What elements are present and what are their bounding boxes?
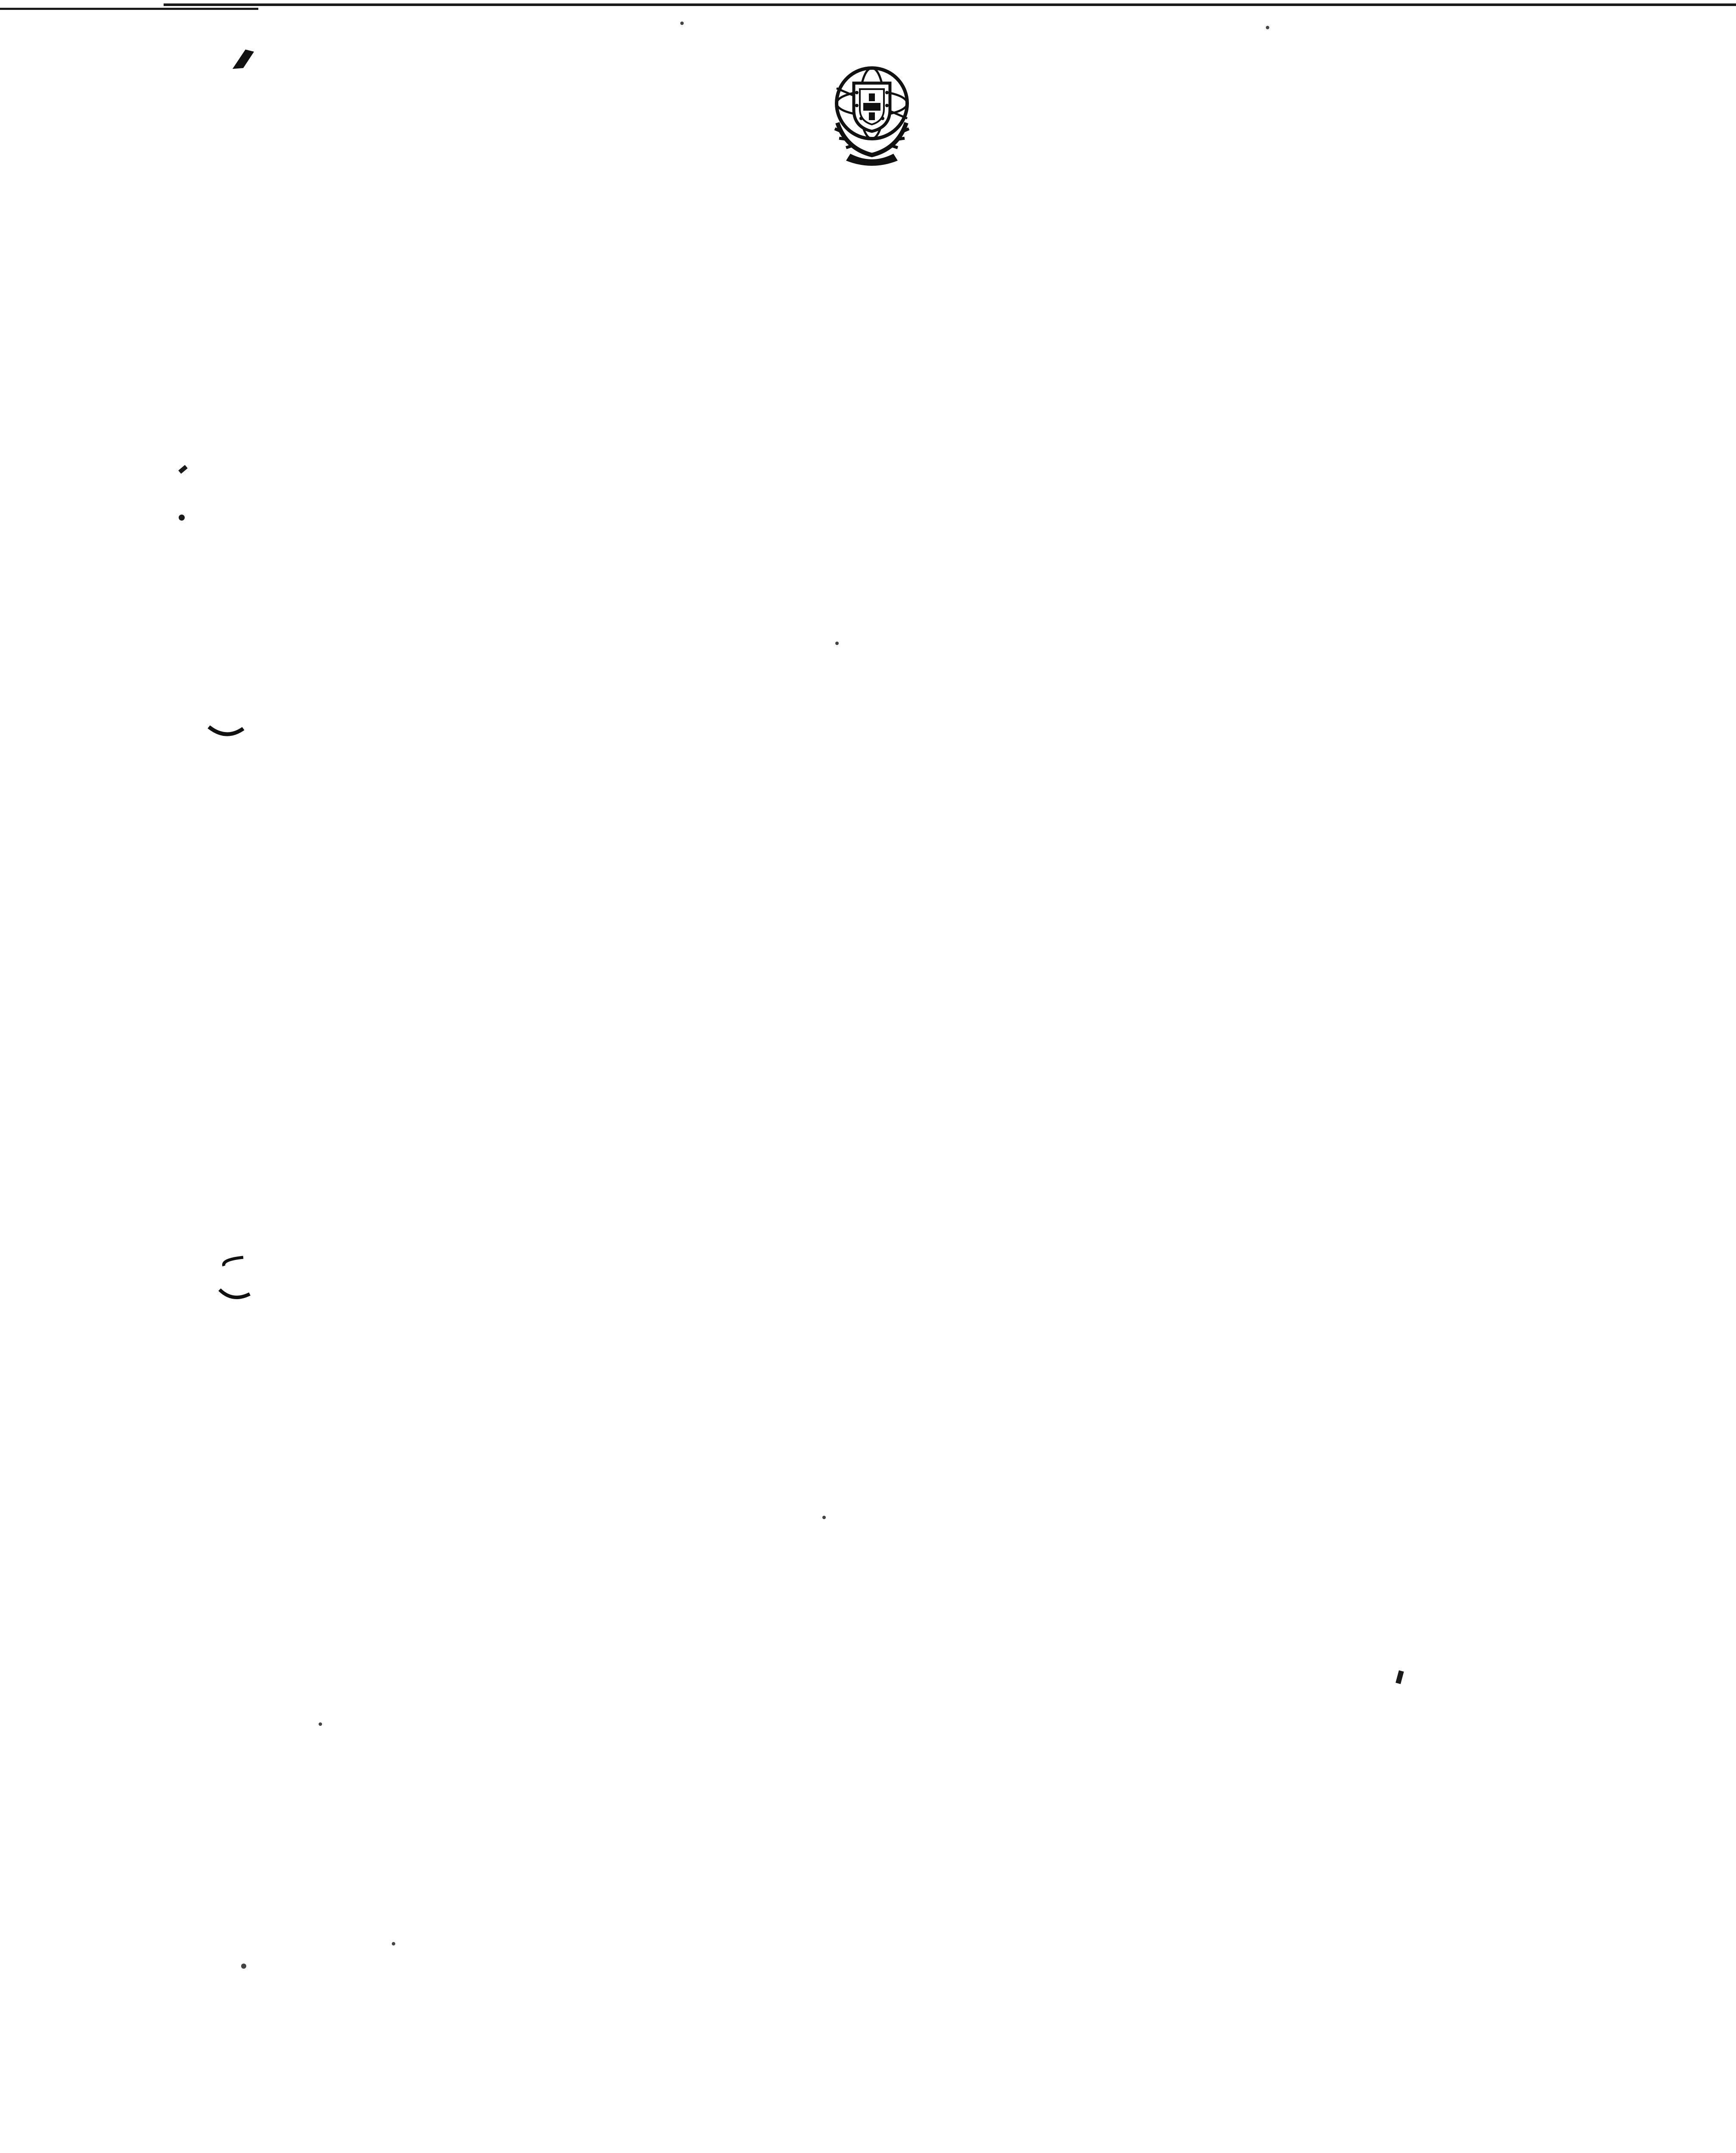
scan-mark xyxy=(1395,1670,1404,1684)
ink-mark-icon xyxy=(228,43,263,73)
scan-dot xyxy=(835,642,839,645)
scan-dot xyxy=(1266,26,1269,29)
punch-mark-icon xyxy=(217,1253,252,1305)
punch-mark-icon xyxy=(207,723,245,741)
scan-dot xyxy=(822,1516,826,1519)
scan-top-edge-left xyxy=(0,8,258,10)
scan-top-edge xyxy=(164,3,1736,6)
scan-dot xyxy=(319,1722,322,1726)
scan-mark xyxy=(179,515,185,521)
scan-mark xyxy=(178,465,188,474)
scan-dot xyxy=(241,1964,246,1969)
scan-dot xyxy=(680,22,684,25)
portuguese-coat-of-arms-icon xyxy=(820,62,924,166)
scan-dot xyxy=(392,1942,395,1945)
